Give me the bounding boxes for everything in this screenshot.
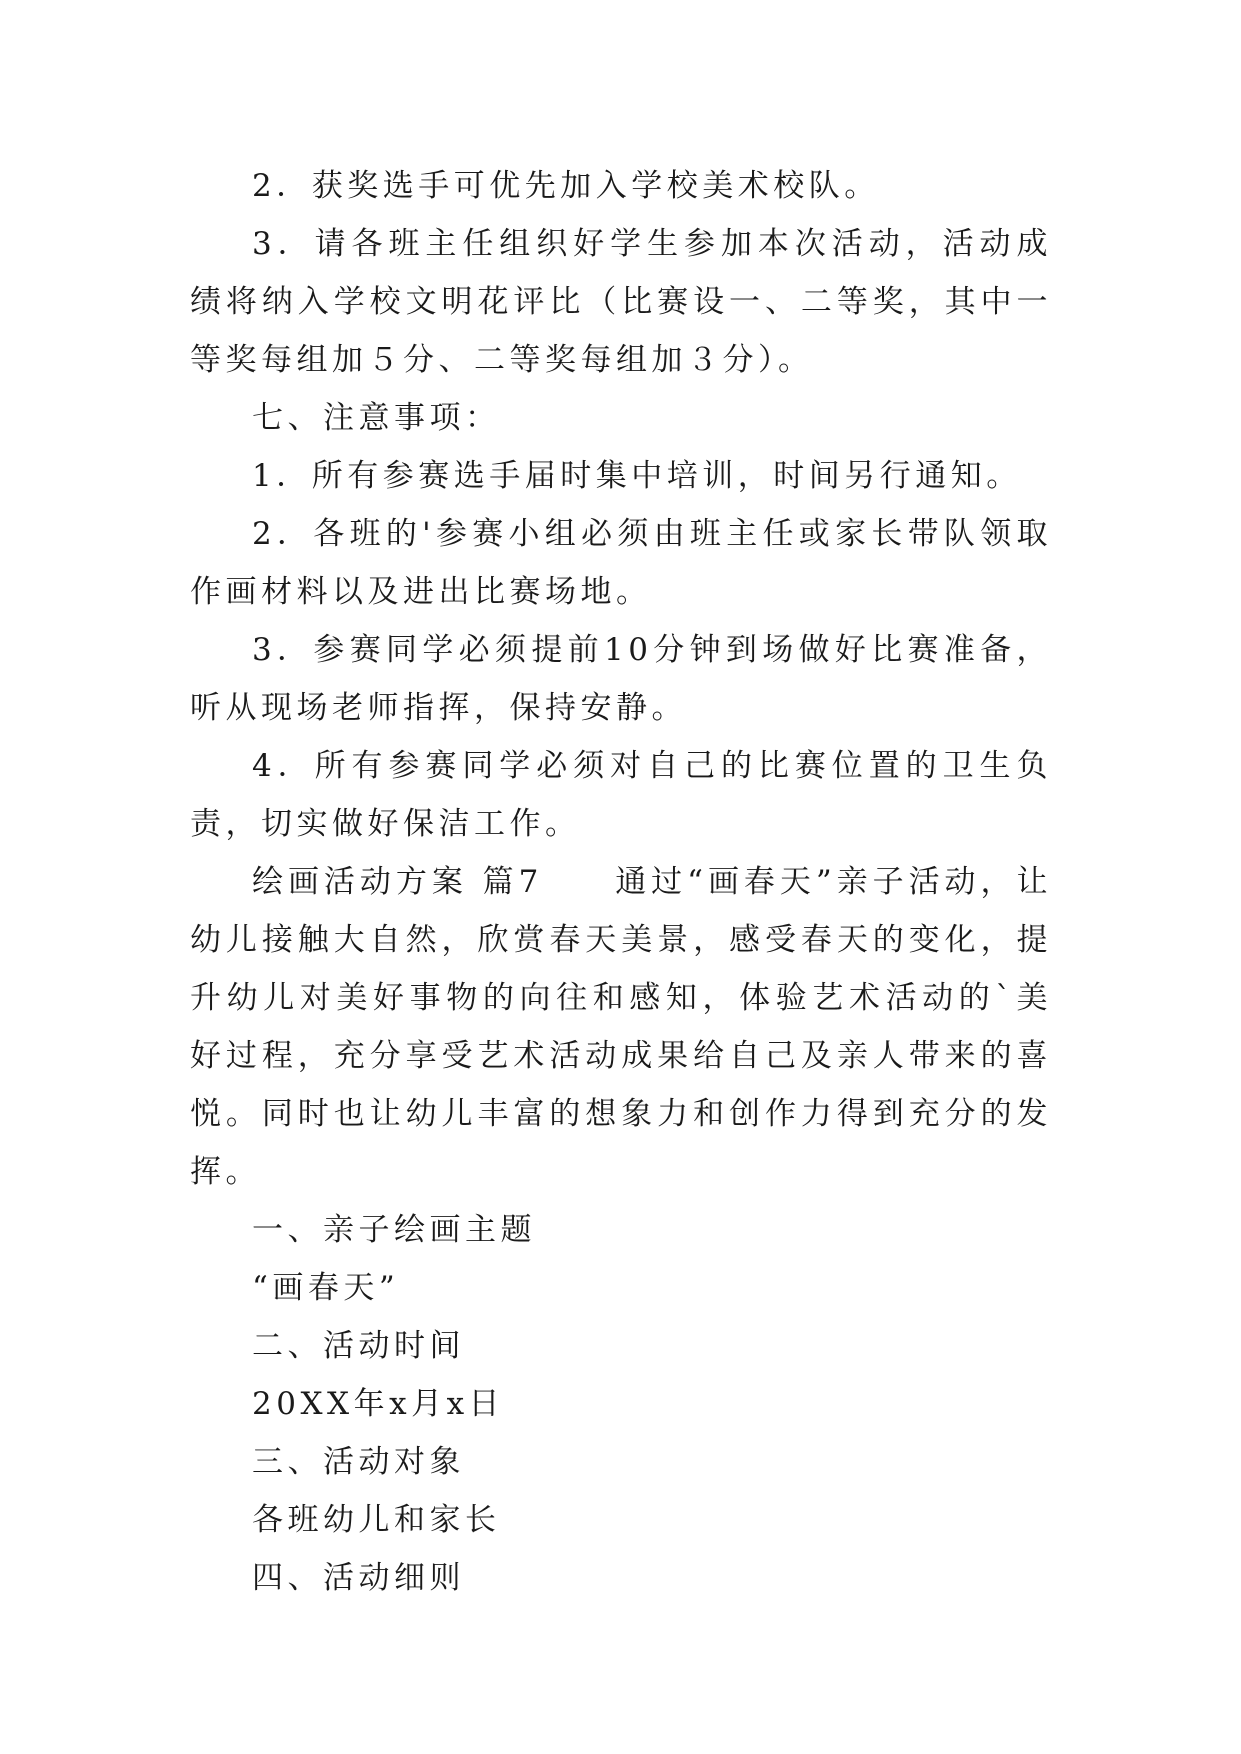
text-audience-value: 各班幼儿和家长 [252,1502,501,1538]
paragraph-note-1: 1．所有参赛选手届时集中培训，时间另行通知。 [252,458,1022,494]
text-theme-value: “画春天” [252,1270,400,1306]
paragraph-class-teacher: 3．请各班主任组织好学生参加本次活动，活动成绩将纳入学校文明花评比（比赛设一、二等奖，其中一等奖每组加５分、二等奖每组加３分）。 [190,226,1052,378]
text-time-value: 20XX年x月x日 [252,1386,505,1422]
paragraph-note-2: 2．各班的'参赛小组必须由班主任或家长带队领取作画材料以及进出比赛场地。 [190,516,1052,610]
paragraph-note-4: 4．所有参赛同学必须对自己的比赛位置的卫生负责，切实做好保洁工作。 [190,748,1052,842]
heading-audience: 三、活动对象 [252,1444,465,1480]
paragraph-note-3: 3．参赛同学必须提前10分钟到场做好比赛准备，听从现场老师指挥，保持安静。 [190,632,1052,726]
heading-rules: 四、活动细则 [252,1560,465,1596]
paragraph-plan-7-intro: 绘画活动方案 篇7 通过“画春天”亲子活动，让幼儿接触大自然，欣赏春天美景，感受春天的变化，提升幼儿对美好事物的向往和感知，体验艺术活动的`美好过程，充分享受艺术活动成果给自己及亲人带来的喜悦。同时也让幼儿丰富的想象力和创作力得到充分的发挥。 [190,864,1052,1190]
heading-theme: 一、亲子绘画主题 [252,1212,536,1248]
heading-time: 二、活动时间 [252,1328,465,1364]
paragraph-award-team: 2．获奖选手可优先加入学校美术校队。 [252,168,880,204]
heading-notes: 七、注意事项： [252,400,501,436]
document-body [190,157,1052,1607]
